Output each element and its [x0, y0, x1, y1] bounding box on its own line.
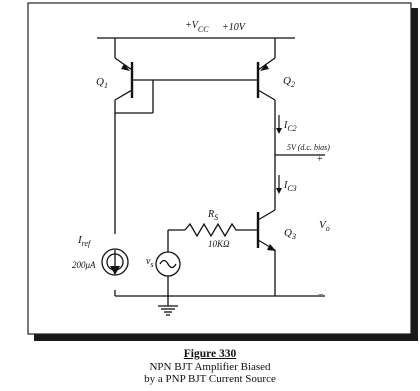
- vs-label: $v_s$: [146, 256, 154, 269]
- caption-line-2: by a PNP BJT Current Source: [144, 373, 276, 385]
- vo-minus: −: [318, 290, 324, 301]
- ic2-label: $I_{C2}$: [284, 120, 297, 133]
- ic3-label: $I_{C3}$: [284, 180, 297, 193]
- vo-label: $V_o$: [319, 219, 330, 233]
- q1-label: $Q_1$: [96, 76, 108, 90]
- vcc-value: +10V: [222, 22, 245, 33]
- figure-card: [28, 3, 411, 334]
- q2-label: $Q_2$: [283, 75, 295, 89]
- q3-label: $Q_3$: [284, 227, 296, 241]
- iref-value: 200μA: [72, 260, 96, 270]
- bias-plus: +: [317, 154, 323, 165]
- rs-label: $R_S$: [208, 209, 219, 222]
- figure-caption: [0, 348, 420, 386]
- caption-line-1: NPN BJT Amplifier Biased: [149, 360, 271, 373]
- figure-number: Figure 330: [183, 348, 237, 360]
- bias-label: 5V (d.c. bias): [287, 143, 330, 152]
- iref-label: $I_{ref}$: [78, 234, 91, 248]
- vcc-label: $+V_{CC}$: [185, 20, 209, 34]
- rs-value: 10KΩ: [208, 239, 230, 249]
